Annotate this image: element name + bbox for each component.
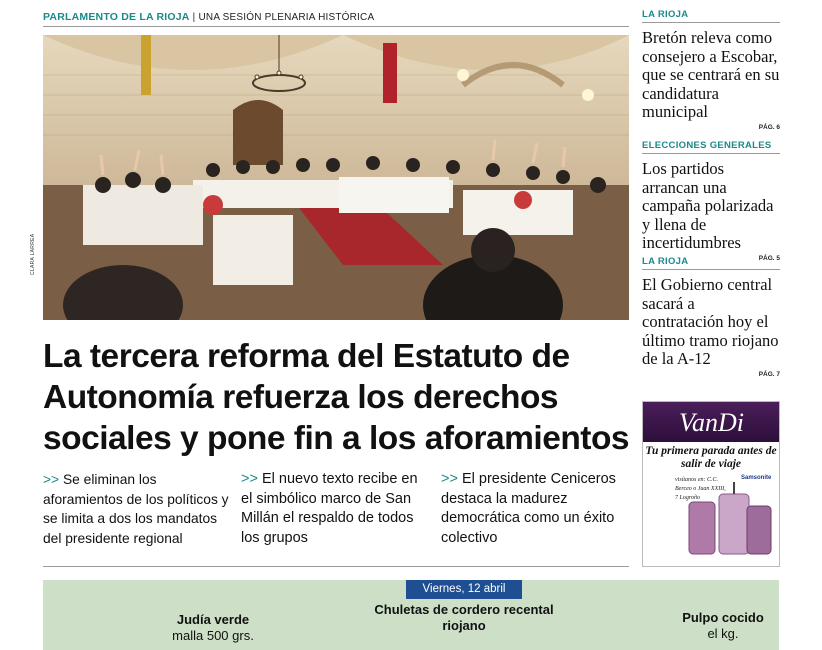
lead-photo [43,35,629,320]
bullet-item [441,470,631,548]
bullet-item [43,470,233,548]
ad-partner: Samsonite [741,475,772,481]
sidebar-headline[interactable]: El Gobierno central sacará a contratación hoy el último tramo riojano de la A-12 [642,275,779,368]
bullet-text: El presidente Ceniceros destaca la madurez democrática como un éxito colectivo [441,471,616,546]
bullet-item [241,470,431,548]
summary-bullets [43,470,633,570]
bullet-text: Se eliminan los aforamientos de los políticos y se limita a dos los mandatos del presidente regional [43,472,229,546]
ad-tagline: Tu primera parada antes de salir de viaje [645,445,777,470]
page-ref: PÁG. 5 [758,254,780,262]
sidebar-section: LA RIOJA [642,256,780,270]
promo-item[interactable] [658,610,788,642]
bullet-text: El nuevo texto recibe en el simbólico marco de San Millán el respaldo de todos los grupos [241,471,418,546]
sidebar-story[interactable] [642,140,780,262]
plenary-session-illustration [43,35,629,320]
ad-address: visítanos en: C.C. Berceo o Juan XXIII, 7 Logroño [675,477,726,501]
sidebar-story[interactable] [642,9,780,131]
vandi-advertisement[interactable] [642,401,780,567]
sidebar-section: LA RIOJA [642,9,780,23]
promo-date-badge: Viernes, 12 abril [406,580,522,599]
kicker-separator: | [192,11,196,23]
divider [43,566,629,567]
ad-brand: VanDi [679,408,744,437]
promo-item[interactable] [143,612,283,644]
bullet-mark: >> [241,471,258,487]
main-headline[interactable]: La tercera reforma del Estatuto de Autonomía refuerza los derechos sociales y pone fin a los aforamientos [43,338,630,457]
page-ref: PÁG. 7 [758,370,780,378]
sidebar-headline[interactable]: Bretón releva como consejero a Escobar, que se centrará en su candidatura municipal [642,28,780,121]
promo-item-detail: malla 500 grs. [172,628,254,643]
suitcase-icon [643,402,779,566]
promo-item-name: Judía verde [176,612,250,627]
bullet-mark: >> [441,471,458,487]
promo-item-name: Pulpo cocido [682,610,764,625]
promo-item[interactable] [368,602,560,634]
sidebar-headline[interactable]: Los partidos arrancan una campaña polarizada y llena de incertidumbres [642,159,774,252]
section-kicker [43,11,629,27]
sidebar-story[interactable] [642,256,780,378]
bullet-mark: >> [43,472,60,487]
promo-item-name: Chuletas de cordero recental riojano [374,602,554,633]
sidebar-section: ELECCIONES GENERALES [642,140,780,154]
promo-item-detail: el kg. [707,626,739,641]
kicker-subtitle: UNA SESIÓN PLENARIA HISTÓRICA [198,12,375,23]
photo-credit: CLARA LARREA [30,233,36,275]
page-ref: PÁG. 6 [758,123,780,131]
kicker-section: PARLAMENTO DE LA RIOJA [43,11,190,23]
